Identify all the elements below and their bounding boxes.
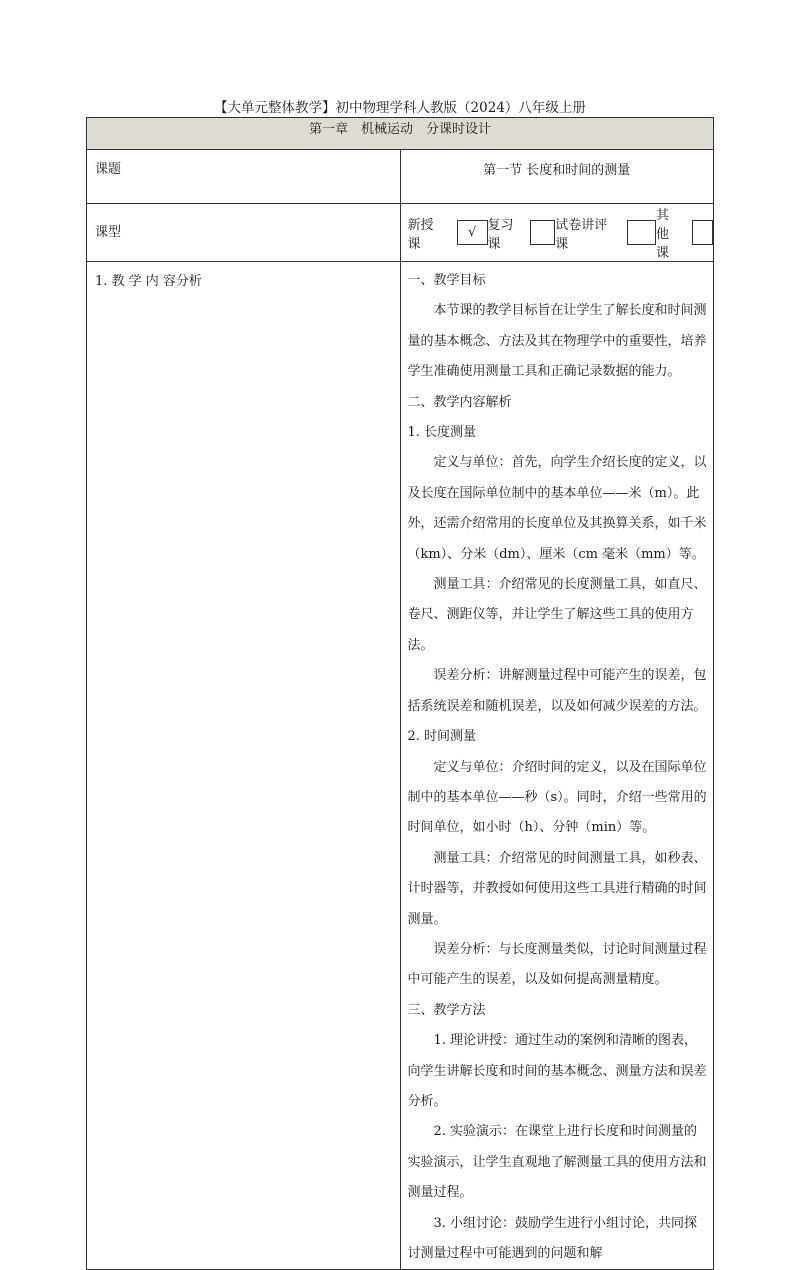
paragraph: 3. 小组讨论：鼓励学生进行小组讨论，共同探讨测量过程中可能遇到的问题和解 [407,1215,698,1261]
option-checkbox[interactable] [627,220,656,245]
lesson-type-option-review[interactable] [488,214,556,252]
option-checkbox[interactable] [530,220,555,245]
content-analysis-label: 1. 教 学 内 容分析 [87,262,401,1270]
option-label: 试卷讲评课 [555,217,608,252]
content-analysis-row [87,262,714,1270]
section-heading: 一、教学目标 [407,273,486,288]
option-checkbox[interactable] [692,220,713,245]
paragraph: 定义与单位：首先，向学生介绍长度的定义，以及长度在国际单位制中的基本单位——米（m）。此外，还需介绍常用的长度单位及其换算关系，如千米（km）、分米（dm）、厘米（cm 毫米（mm）等。 [407,455,707,562]
option-label: 其他课 [655,208,669,261]
topic-row [87,150,714,204]
topic-value: 第一节 长度和时间的测量 [400,150,714,204]
chapter-header-row [87,118,714,150]
chapter-header: 第一章 机械运动 分课时设计 [87,118,714,150]
lesson-type-row [87,204,714,262]
option-checkbox[interactable]: √ [457,220,488,245]
paragraph: 测量工具：介绍常见的时间测量工具，如秒表、计时器等，并教授如何使用这些工具进行精确的时间测量。 [407,850,707,927]
paragraph: 本节课的教学目标旨在让学生了解长度和时间测量的基本概念、方法及其在物理学中的重要性，培养学生准确使用测量工具和正确记录数据的能力。 [407,303,707,380]
subsection-heading: 1. 长度测量 [407,425,477,441]
paragraph: 定义与单位：介绍时间的定义，以及在国际单位制中的基本单位——秒（s）。同时，介绍一些常用的时间单位，如小时（h）、分钟（min）等。 [407,759,707,836]
lesson-type-label: 课型 [87,204,401,262]
paragraph: 误差分析：与长度测量类似，讨论时间测量过程中可能产生的误差，以及如何提高测量精度。 [407,941,707,988]
content-analysis-body [400,262,714,1270]
paragraph: 1. 理论讲授：通过生动的案例和清晰的图表，向学生讲解长度和时间的基本概念、测量方法和误差分析。 [407,1033,707,1109]
lesson-type-options [400,204,714,262]
option-label: 复习课 [487,217,514,252]
document-title: 【大单元整体教学】初中物理学科人教版（2024）八年级上册 [214,100,586,116]
paragraph: 2. 实验演示：在课堂上进行长度和时间测量的实验演示，让学生直观地了解测量工具的使用方法和测量过程。 [407,1124,707,1201]
lesson-type-option-new[interactable] [408,214,488,252]
lesson-type-option-exam-review[interactable] [555,214,656,252]
paragraph: 误差分析：讲解测量过程中可能产生的误差，包括系统误差和随机误差，以及如何减少误差的方法。 [407,668,707,714]
lesson-design-table [86,117,714,1270]
topic-label: 课题 [87,150,401,204]
paragraph: 测量工具：介绍常见的长度测量工具，如直尺、卷尺、测距仪等，并让学生了解这些工具的使用方法。 [407,577,707,653]
section-heading: 二、教学内容解析 [407,394,512,410]
subsection-heading: 2. 时间测量 [407,729,477,745]
section-heading: 三、教学方法 [407,1002,486,1018]
lesson-type-option-other[interactable] [656,204,713,261]
option-label: 新授课 [407,217,434,252]
